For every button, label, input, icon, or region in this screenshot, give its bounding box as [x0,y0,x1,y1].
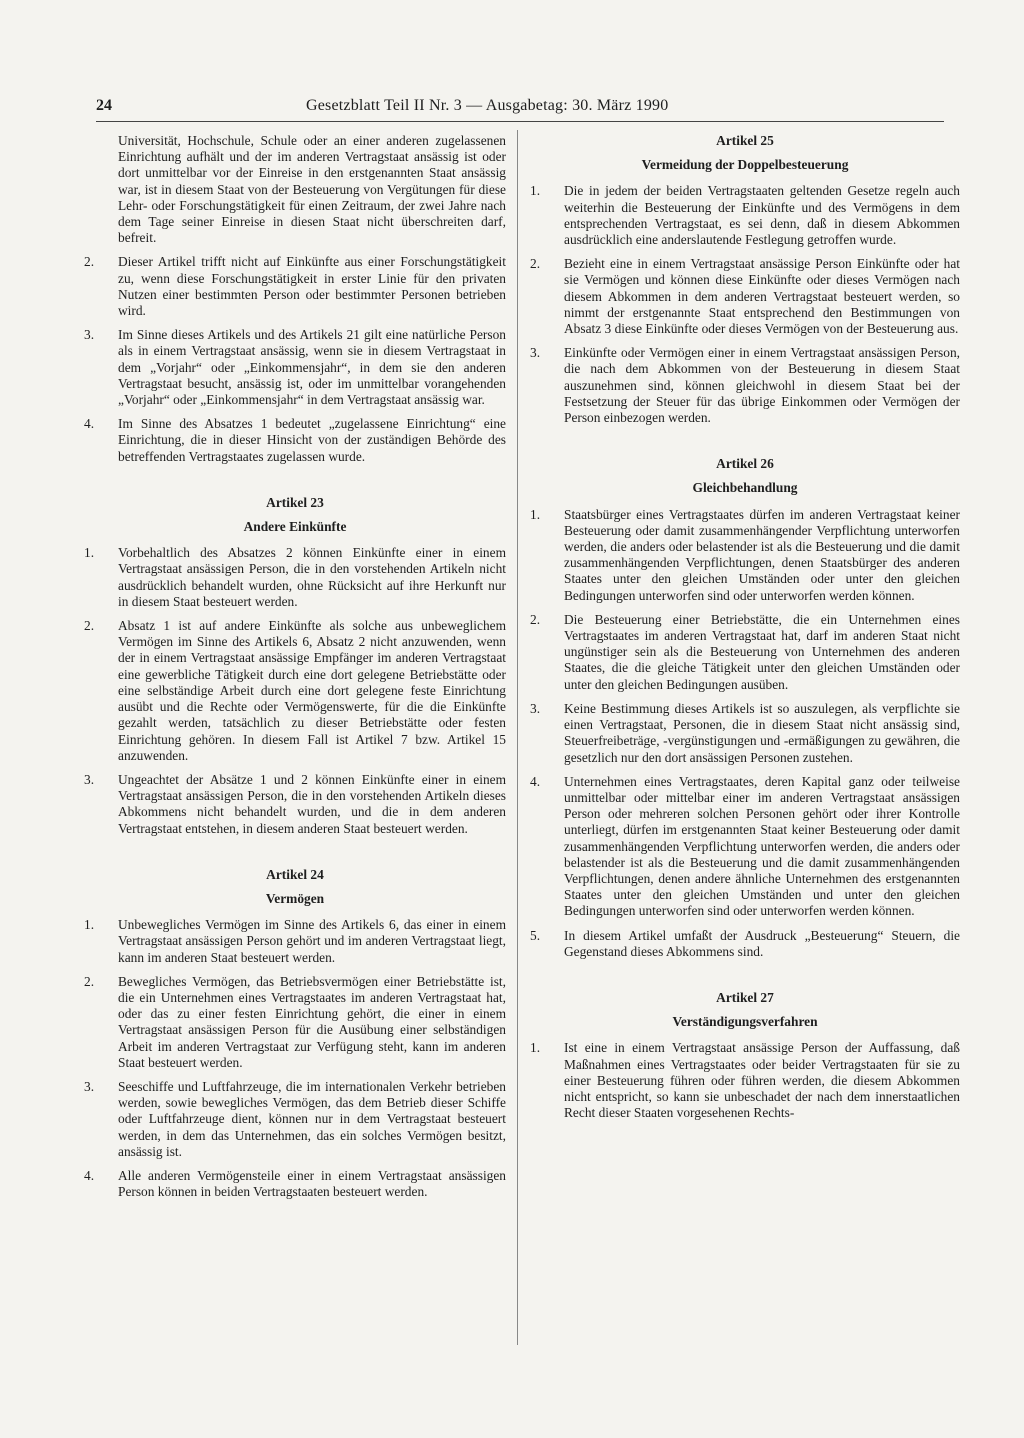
paragraph-text: Vorbehaltlich des Absatzes 2 können Einkünfte einer in einem Vertragstaat ansässigen Person, die in den vorstehenden Artikeln nicht ausdrücklich behandelt wurden, ohne Rücksicht auf ihre Herkunft nur in diesem Staat besteuert werden. [118,545,506,609]
paragraph [530,774,960,920]
paragraph [84,545,506,610]
article-27-heading: Artikel 27 [716,989,774,1005]
paragraph-number: 2. [84,973,95,989]
paragraph [84,254,506,319]
continuation-paragraph: Universität, Hochschule, Schule oder an einer anderen zugelassenen Einrichtung aufhält und der im anderen Vertragstaat ansässig ist oder dort unmittelbar vor der Einreise in den erstgenannten Staat ansässig war, ist in diesem Staat von der Besteuerung von Vergütungen für diese Lehr- oder Forschungstätigkeit für einen Zeitraum, der zwei Jahre nach dem Tage seiner Einreise in diesen Staat nicht überschreiten darf, befreit. [118,133,506,246]
running-title: Gesetzblatt Teil II Nr. 3 — Ausgabetag: 30. März 1990 [306,97,669,114]
paragraph-text: Die Besteuerung einer Betriebstätte, die ein Unternehmen eines Vertragstaates im anderen Vertragstaat hat, darf im anderen Staat nicht ungünstiger sein als die Besteuerung von Unternehmen des anderen Staates, die die gleiche Tätigkeit unter den gleichen Umständen oder unter den gleichen Bedingungen ausüben. [564,611,960,692]
paragraph-text: Im Sinne des Absatzes 1 bedeutet „zugelassene Einrichtung“ eine Einrichtung, die in dieser Hinsicht von der zuständigen Behörde des betreffenden Vertragstaates zugelassen wurde. [118,416,506,464]
paragraph-number: 4. [530,773,541,789]
article-22-paragraphs [84,254,506,464]
paragraph-text: Unbewegliches Vermögen im Sinne des Artikels 6, das einer in einem Vertragstaat ansässigen Person gehört und im anderen Vertragstaat liegt, kann im anderen Staat besteuert werden. [118,917,506,965]
paragraph-text: Seeschiffe und Luftfahrzeuge, die im internationalen Verkehr betrieben werden, sowie bewegliches Vermögen, das dem Betrieb dieser Schiffe oder Luftfahrzeuge dient, können nur in dem Vertragstaat besteuert werden, in dem das Unternehmen, das ein solches Vermögen besitzt, ansässig ist. [118,1078,506,1159]
paragraph-text: Bezieht eine in einem Vertragstaat ansässige Person Einkünfte oder hat sie Vermögen und können diese Einkünfte oder dieses Vermögen nach diesem Abkommen in dem anderen Vertragstaat besteuert werden, so nimmt der erstgenannte Staat entsprechend den Bestimmungen von Absatz 3 diese Einkünfte oder dieses Vermögen von der Besteuerung aus. [564,256,960,337]
paragraph-text: Ist eine in einem Vertragstaat ansässige Person der Auffassung, daß Maßnahmen eines Vertragstaates oder beider Vertragstaaten für sie zu einer Besteuerung führen oder führen werden, die diesem Abkommen nicht entspricht, so kann sie unbeschadet der nach dem innerstaatlichen Recht dieser Staaten vorgesehenen Rechts- [564,1040,960,1121]
article-23-heading: Artikel 23 [266,494,324,510]
paragraph-text: Unternehmen eines Vertragstaates, deren Kapital ganz oder teilweise unmittelbar oder mittelbar einer im anderen Vertragstaat ansässigen Person oder mehreren solchen Personen gehört oder ihrer Kontrolle unterliegt, dürfen im erstgenannten Staat keiner Besteuerung oder damit zusammenhängenden Verpflichtung unterworfen werden, die anders oder belastender ist als die Besteuerung und die damit zusammenhängenden Verpflichtungen, denen andere ähnliche Unternehmen des erstgenannten Staates unter den gleichen Umständen und unter den gleichen Bedingungen unterworfen sind oder unterworfen werden können. [564,773,960,919]
column-divider [517,130,518,1345]
paragraph [84,974,506,1071]
paragraph-number: 1. [530,183,541,199]
paragraph [84,917,506,966]
paragraph-number: 3. [530,700,541,716]
article-26-heading: Artikel 26 [716,456,774,472]
paragraph-text: Ungeachtet der Absätze 1 und 2 können Einkünfte einer in einem Vertragstaat ansässigen Person, die in den vorstehenden Artikeln dieses Abkommens nicht behandelt wurden, und die in dem anderen Vertragstaat entstehen, in diesem anderen Staat besteuert werden. [118,771,506,836]
paragraph-text: Einkünfte oder Vermögen einer in einem Vertragstaat ansässigen Person, die nach dem Abkommen von der Besteuerung in diesem Staat auszunehmen sind, können gleichwohl in diesem Staat bei der Festsetzung der Steuer für das übrige Einkommen oder Vermögen der Person einbezogen werden. [564,345,960,426]
article-24-subtitle: Vermögen [265,890,325,906]
paragraph-text: In diesem Artikel umfaßt der Ausdruck „Besteuerung“ Steuern, die Gegenstand dieses Abkommens sind. [564,927,960,959]
paragraph-number: 3. [84,1078,95,1094]
paragraph [530,701,960,766]
paragraph [84,772,506,837]
paragraph [84,618,506,764]
paragraph-number: 1. [530,1040,541,1056]
paragraph [84,1168,506,1200]
paragraph-number: 1. [84,545,95,561]
paragraph-text: Bewegliches Vermögen, das Betriebsvermögen einer Betriebstätte ist, die ein Unternehmen eines Vertragstaates im anderen Vertragstaat hat, oder das zu einer festen Einrichtung gehört, die einer in einem Vertragstaat ansässigen Person für die Ausübung einer selbständigen Arbeit im anderen Vertragstaat zur Verfügung steht, kann im anderen Staat besteuert werden. [118,973,506,1070]
paragraph-number: 3. [84,771,95,787]
paragraph [84,1079,506,1160]
paragraph [530,507,960,604]
article-25-heading: Artikel 25 [716,133,774,148]
left-column [84,133,506,1208]
paragraph [530,612,960,693]
paragraph-number: 4. [84,416,95,432]
paragraph-text: Alle anderen Vermögensteile einer in einem Vertragstaat ansässigen Person können in beiden Vertragstaaten besteuert werden. [118,1167,506,1200]
paragraph-number: 3. [530,345,541,361]
paragraph [84,327,506,408]
paragraph-number: 5. [530,927,541,943]
paragraph-number: 2. [84,254,95,270]
paragraph [530,256,960,337]
paragraph-text: Keine Bestimmung dieses Artikels ist so auszulegen, als verpflichte sie einen Vertragstaat, Personen, die in diesem Staat nicht ansässig sind, Steuerfreibeträge, -vergünstigungen und -ermäßigungen zu gewähren, die gesetzlich nur den dort ansässigen Personen zustehen. [564,700,960,765]
paragraph-number: 4. [84,1167,95,1183]
paragraph [530,1040,960,1121]
paragraph-text: Absatz 1 ist auf andere Einkünfte als solche aus unbeweglichem Vermögen im Sinne des Artikels 6, Absatz 2 nicht anzuwenden, wenn der in einem Vertragstaat ansässige Empfänger im anderen Vertragstaat eine gewerbliche Tätigkeit durch eine dort gelegene Betriebstätte oder eine selbständige Arbeit durch eine dort gelegene feste Einrichtung ausübt und die Rechte oder Vermögenswerte, für die die Einkünfte gezahlt werden, tatsächlich zu dieser Betriebstätte oder festen Einrichtung gehören. In diesem Fall ist Artikel 7 bzw. Artikel 15 anzuwenden. [118,618,506,763]
paragraph [530,928,960,960]
header-rule [96,121,944,122]
paragraph-text: Dieser Artikel trifft nicht auf Einkünfte aus einer Forschungstätigkeit zu, wenn diese Forschungstätigkeit in erster Linie für den privaten Nutzen einer bestimmten Person oder bestimmter Personen betrieben wird. [118,254,506,319]
page-header [96,97,938,123]
right-column [530,133,960,1129]
paragraph [530,183,960,248]
article-23-subtitle: Andere Einkünfte [243,519,347,535]
paragraph-text: Im Sinne dieses Artikels und des Artikels 21 gilt eine natürliche Person als in einem Vertragstaat ansässig, wenn sie in diesem Vertragstaat in dem „Vorjahr“ oder „Einkommensjahr“, in dem sie den anderen Vertragstaat besucht, ansässig ist, oder im unmittelbar vorangehenden „Vorjahr“ oder „Einkommensjahr“ in dem Vertragstaat ansässig war. [118,327,506,408]
paragraph-number: 2. [530,256,541,272]
article-27-subtitle: Verständigungsverfahren [672,1014,818,1030]
paragraph-number: 1. [530,506,541,522]
paragraph-number: 1. [84,917,95,933]
paragraph-number: 2. [530,611,541,627]
page-number: 24 [96,97,112,114]
article-25-subtitle: Vermeidung der Doppelbesteuerung [641,157,849,173]
paragraph-number: 2. [84,618,95,634]
paragraph [530,345,960,426]
article-24-heading: Artikel 24 [266,866,324,882]
article-26-subtitle: Gleichbehandlung [692,480,798,496]
paragraph-text: Staatsbürger eines Vertragstaates dürfen im anderen Vertragstaat keiner Besteuerung oder damit zusammenhängender Verpflichtung unterworfen werden, die anders oder belastender ist als die Besteuerung und die damit zusammenhängenden Verpflichtungen, denen Staatsbürger des anderen Staates unter den gleichen Umständen oder unter den gleichen Bedingungen unterworfen sind oder unterworfen werden können. [564,506,960,603]
paragraph-text: Die in jedem der beiden Vertragstaaten geltenden Gesetze regeln auch weiterhin die Besteuerung der Einkünfte und des Vermögens in dem entsprechenden Vertragstaat, es sei denn, daß in diesem Abkommen ausdrücklich eine anderslautende Festlegung getroffen wurde. [564,183,960,248]
paragraph-number: 3. [84,327,95,343]
paragraph [84,416,506,465]
